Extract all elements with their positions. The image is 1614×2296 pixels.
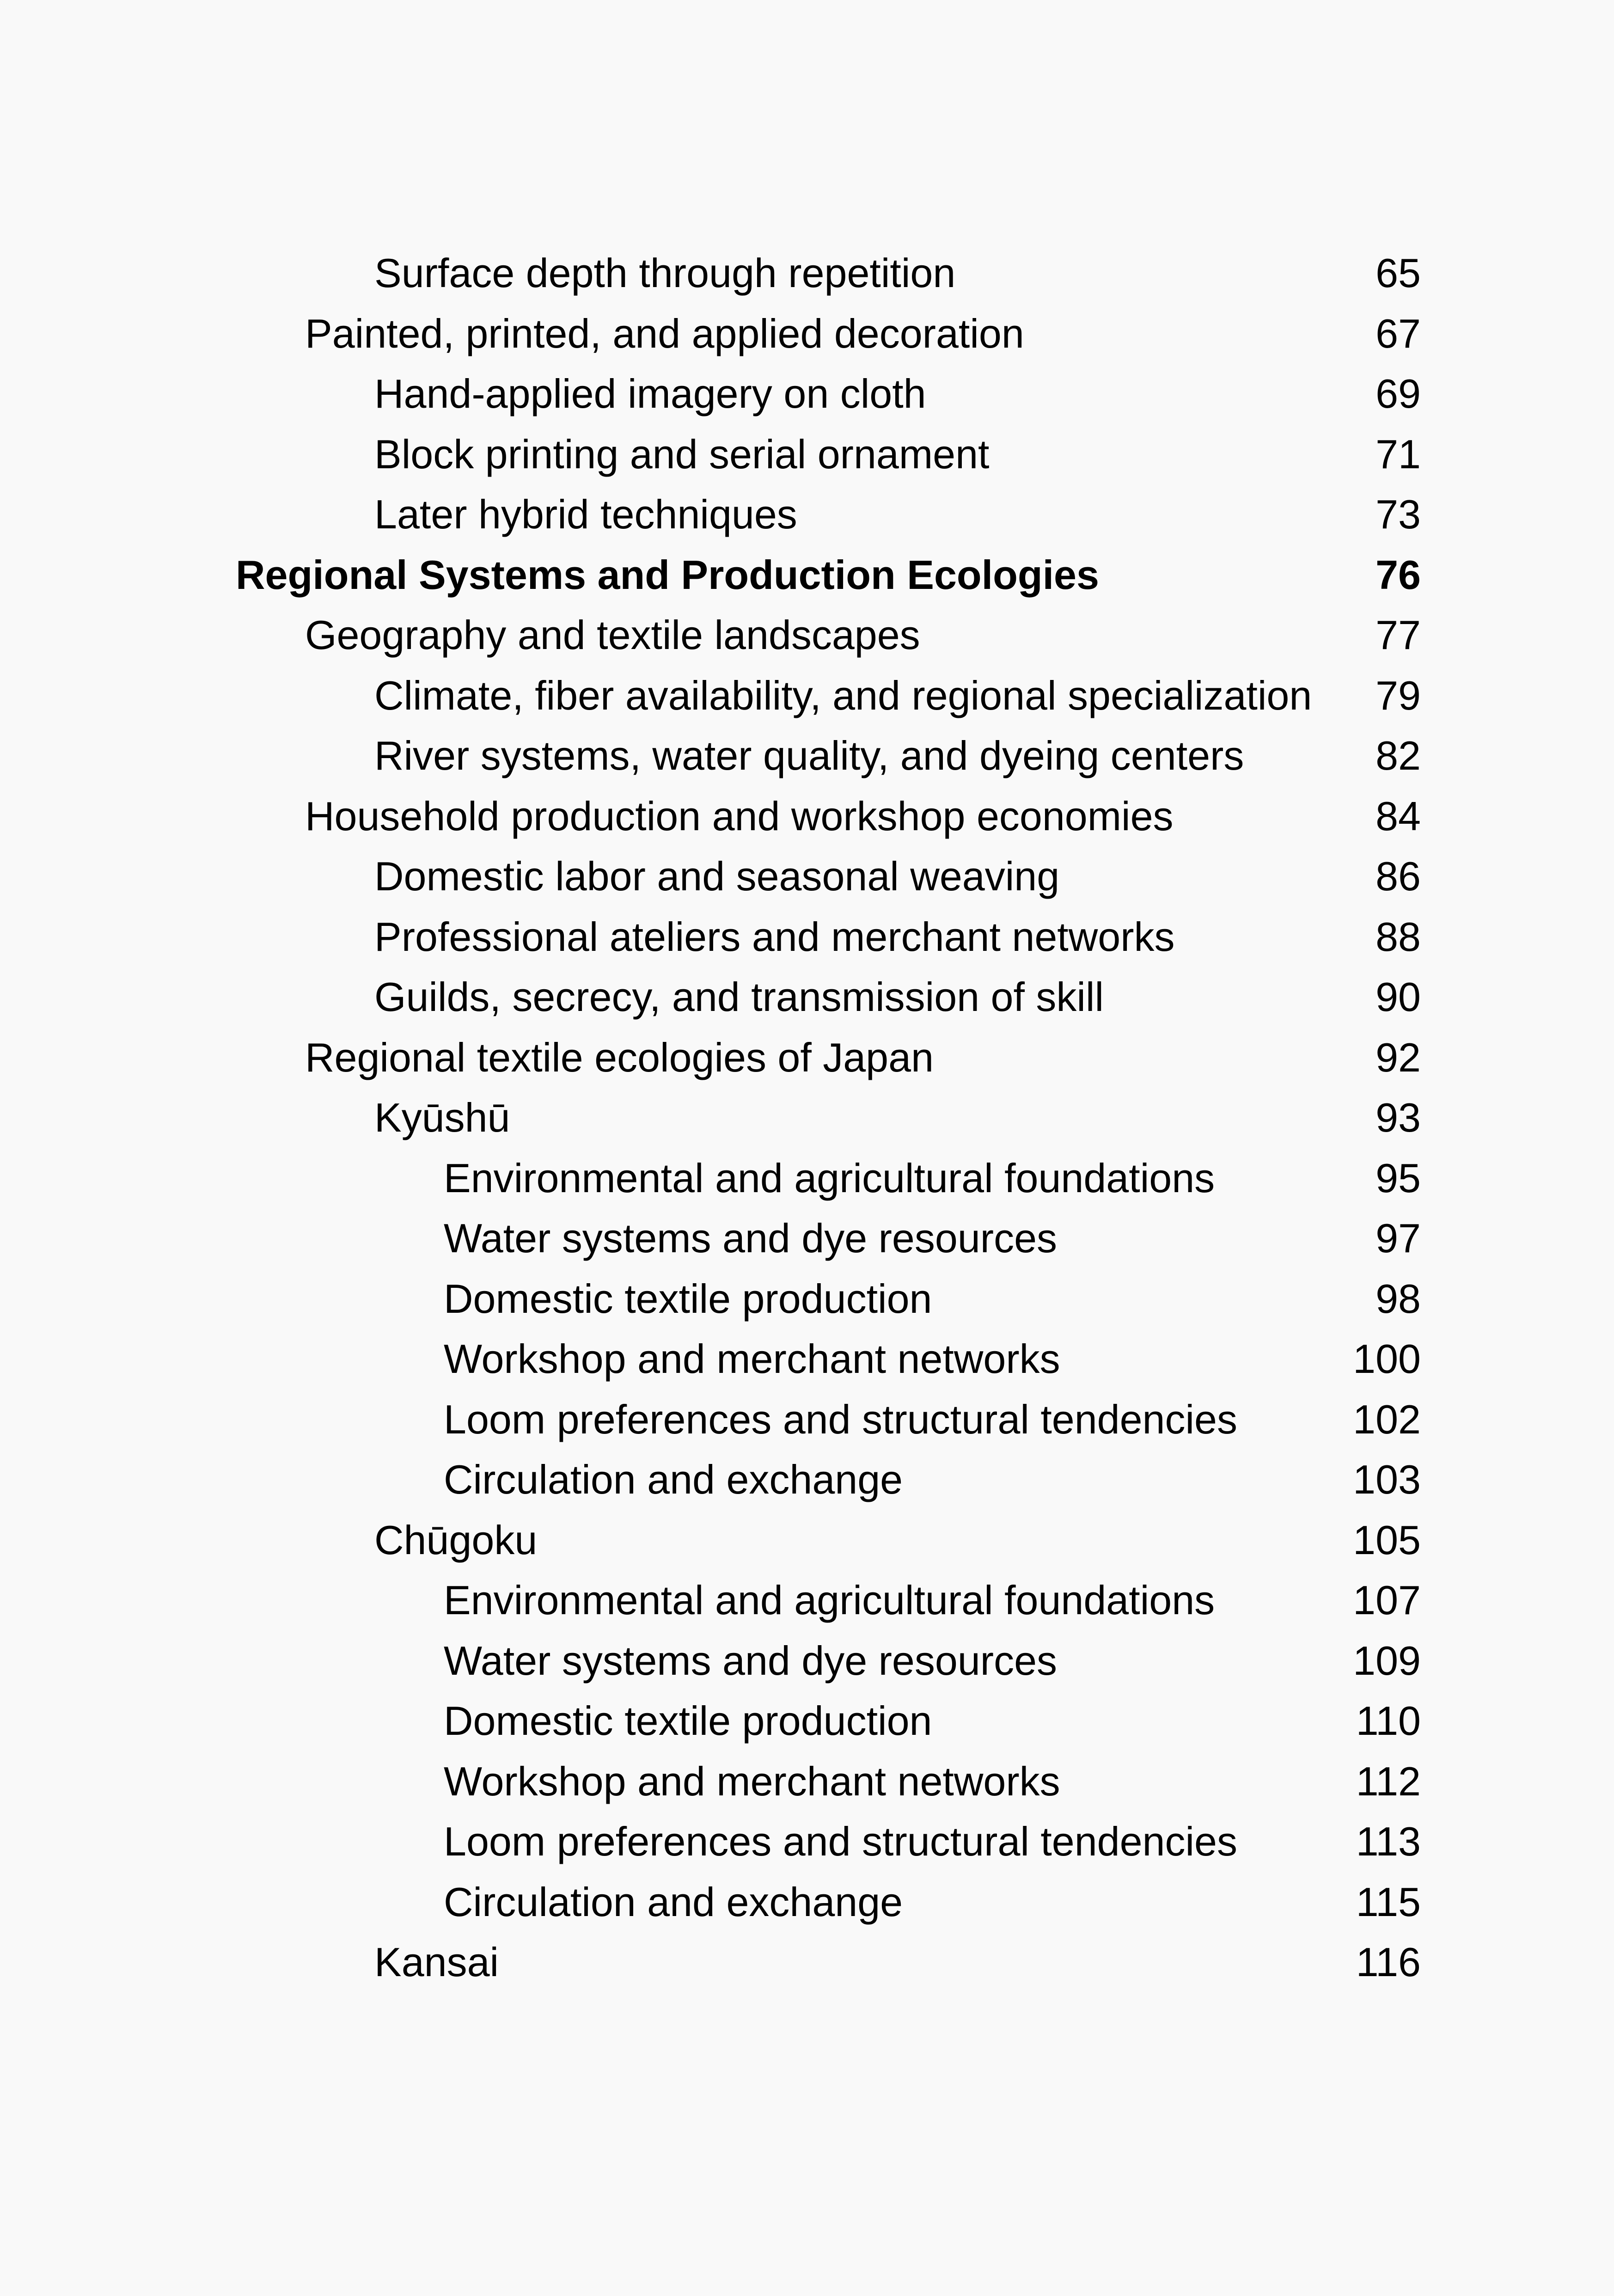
toc-entry-page-number: 65 xyxy=(1376,250,1421,296)
toc-entry-page-number: 97 xyxy=(1376,1215,1421,1261)
toc-entry-title: Climate, fiber availability, and regional specialization xyxy=(374,672,1312,718)
toc-entry-title: Geography and textile landscapes xyxy=(305,612,920,658)
toc-entry-page-number: 116 xyxy=(1356,1939,1421,1985)
toc-entry-page-number: 98 xyxy=(1376,1275,1421,1322)
toc-entry[interactable] xyxy=(0,605,1614,666)
toc-entry-title: Household production and workshop economies xyxy=(305,793,1174,839)
toc-entry[interactable] xyxy=(0,666,1614,726)
toc-entry[interactable] xyxy=(0,1208,1614,1269)
toc-entry-title: Surface depth through repetition xyxy=(374,250,956,296)
toc-entry-page-number: 100 xyxy=(1353,1336,1421,1382)
toc-entry-page-number: 69 xyxy=(1376,371,1421,416)
toc-entry-page-number: 86 xyxy=(1376,853,1421,899)
toc-entry-page-number: 88 xyxy=(1376,913,1421,960)
toc-entry[interactable] xyxy=(0,1148,1614,1209)
toc-entry-page-number: 71 xyxy=(1376,431,1421,477)
toc-entry-title: Later hybrid techniques xyxy=(374,491,797,537)
toc-entry-title: Domestic labor and seasonal weaving xyxy=(374,853,1060,899)
toc-entry-page-number: 102 xyxy=(1353,1396,1421,1442)
toc-entry-page-number: 67 xyxy=(1376,310,1421,356)
toc-entry[interactable] xyxy=(0,726,1614,786)
toc-entry-title: Professional ateliers and merchant networks xyxy=(374,913,1175,960)
toc-entry-page-number: 110 xyxy=(1356,1698,1421,1744)
toc-entry[interactable] xyxy=(0,1028,1614,1088)
toc-entry-title: Kyūshū xyxy=(374,1095,510,1140)
toc-entry-page-number: 77 xyxy=(1376,612,1421,658)
toc-entry-title: Workshop and merchant networks xyxy=(444,1758,1060,1804)
toc-entry-title: Circulation and exchange xyxy=(444,1879,903,1925)
toc-entry[interactable] xyxy=(0,1088,1614,1148)
toc-entry-page-number: 76 xyxy=(1376,551,1421,598)
toc-entry[interactable] xyxy=(0,1631,1614,1691)
toc-entry-title: Kansai xyxy=(374,1939,499,1985)
toc-entry-page-number: 82 xyxy=(1376,733,1421,778)
toc-entry[interactable] xyxy=(0,304,1614,364)
toc-entry-title: Domestic textile production xyxy=(444,1275,932,1322)
toc-entry[interactable] xyxy=(0,967,1614,1028)
toc-entry-title: Chūgoku xyxy=(374,1517,538,1563)
toc-entry-page-number: 84 xyxy=(1376,793,1421,839)
toc-entry-title: Block printing and serial ornament xyxy=(374,431,990,477)
toc-entry-title: Domestic textile production xyxy=(444,1698,932,1744)
toc-chapter-entry[interactable] xyxy=(0,545,1614,606)
toc-entry-page-number: 73 xyxy=(1376,491,1421,537)
toc-entry-page-number: 79 xyxy=(1376,672,1421,718)
toc-entry[interactable] xyxy=(0,1691,1614,1751)
toc-entry-title: Loom preferences and structural tendencies xyxy=(444,1396,1237,1442)
toc-entry-page-number: 109 xyxy=(1353,1637,1421,1684)
toc-entry[interactable] xyxy=(0,484,1614,545)
toc-entry-title: Water systems and dye resources xyxy=(444,1215,1058,1261)
toc-entry[interactable] xyxy=(0,1329,1614,1390)
toc-entry-title: Loom preferences and structural tendencies xyxy=(444,1818,1237,1864)
toc-entry-page-number: 107 xyxy=(1353,1577,1421,1623)
toc-entry[interactable] xyxy=(0,1751,1614,1812)
toc-entry[interactable] xyxy=(0,1570,1614,1631)
toc-entry[interactable] xyxy=(0,1872,1614,1933)
toc-entry[interactable] xyxy=(0,1812,1614,1872)
toc-entry-title: Water systems and dye resources xyxy=(444,1637,1058,1684)
toc-entry-page-number: 113 xyxy=(1356,1818,1421,1864)
toc-entry-page-number: 115 xyxy=(1356,1879,1421,1925)
toc-entry-page-number: 93 xyxy=(1376,1095,1421,1140)
toc-entry-page-number: 90 xyxy=(1376,974,1421,1020)
toc-entry-title: Regional textile ecologies of Japan xyxy=(305,1034,934,1080)
toc-entry-title: Circulation and exchange xyxy=(444,1457,903,1502)
toc-entry-page-number: 112 xyxy=(1356,1758,1421,1804)
toc-entry[interactable] xyxy=(0,1269,1614,1329)
toc-entry[interactable] xyxy=(0,243,1614,304)
toc-entry[interactable] xyxy=(0,1450,1614,1510)
toc-entry-page-number: 103 xyxy=(1353,1457,1421,1502)
toc-entry[interactable] xyxy=(0,364,1614,424)
table-of-contents xyxy=(0,243,1614,1993)
toc-entry[interactable] xyxy=(0,846,1614,907)
toc-entry[interactable] xyxy=(0,907,1614,967)
toc-entry-title: Hand-applied imagery on cloth xyxy=(374,371,926,416)
toc-entry[interactable] xyxy=(0,1510,1614,1571)
toc-entry-title: Environmental and agricultural foundations xyxy=(444,1155,1215,1201)
toc-entry[interactable] xyxy=(0,424,1614,485)
toc-entry-title: Workshop and merchant networks xyxy=(444,1336,1060,1382)
toc-entry-title: Environmental and agricultural foundations xyxy=(444,1577,1215,1623)
toc-entry-title: Guilds, secrecy, and transmission of skill xyxy=(374,974,1104,1020)
toc-entry[interactable] xyxy=(0,1932,1614,1993)
toc-entry-page-number: 105 xyxy=(1353,1517,1421,1563)
toc-entry-title: Painted, printed, and applied decoration xyxy=(305,310,1024,356)
toc-entry[interactable] xyxy=(0,1390,1614,1450)
toc-entry-page-number: 95 xyxy=(1376,1155,1421,1201)
toc-entry[interactable] xyxy=(0,786,1614,847)
toc-entry-title: Regional Systems and Production Ecologies xyxy=(236,551,1099,598)
toc-entry-page-number: 92 xyxy=(1376,1034,1421,1080)
toc-entry-title: River systems, water quality, and dyeing centers xyxy=(374,733,1244,778)
